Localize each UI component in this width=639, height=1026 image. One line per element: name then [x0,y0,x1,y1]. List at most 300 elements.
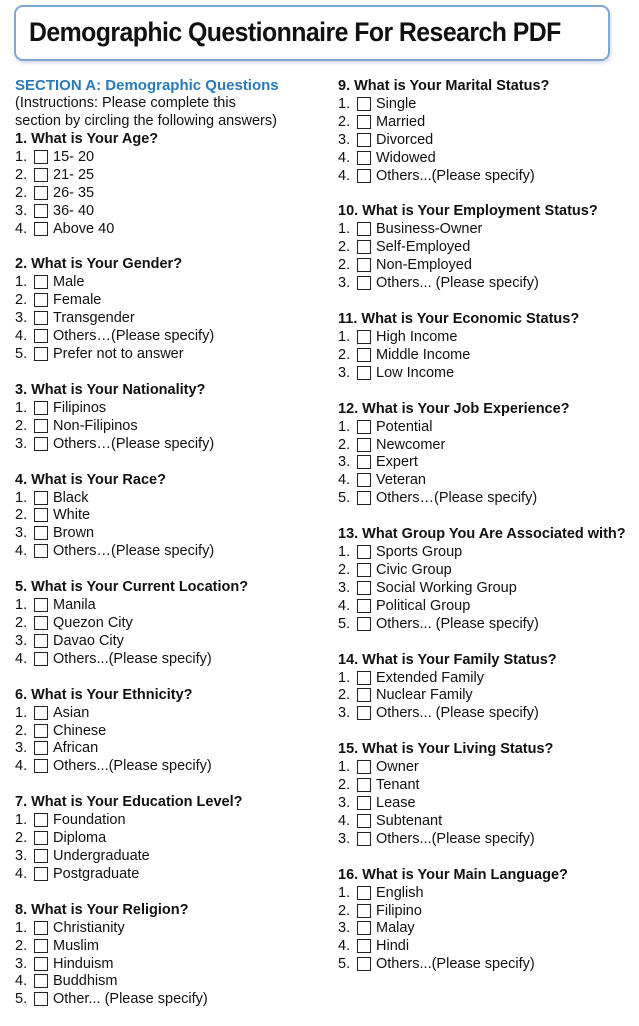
option-number: 1. [15,489,28,506]
option-checkbox[interactable] [34,186,48,200]
instructions-line: section by circling the following answers) [15,112,277,129]
option-checkbox[interactable] [34,813,48,827]
option-number: 2. [338,777,351,794]
option-number: 1. [338,328,351,345]
option-checkbox[interactable] [357,169,371,183]
question-block [338,310,639,382]
option-checkbox[interactable] [34,598,48,612]
answer-option [338,794,639,812]
answer-option [15,847,320,865]
option-label: 26- 35 [53,184,95,201]
question-list-right [338,77,639,973]
option-checkbox[interactable] [34,974,48,988]
option-checkbox[interactable] [357,455,371,469]
answer-option [15,148,320,166]
answer-option [338,418,639,436]
answer-option [338,489,639,507]
option-checkbox[interactable] [357,760,371,774]
option-checkbox[interactable] [357,222,371,236]
option-label: Buddhism [53,973,118,990]
option-number: 3. [338,131,351,148]
answer-option [15,166,320,184]
option-number: 3. [338,364,351,381]
option-number: 3. [15,525,28,542]
option-number: 1. [15,812,28,829]
option-checkbox[interactable] [357,115,371,129]
option-number: 5. [15,345,28,362]
question-title: 13. What Group You Are Associated with? [338,526,626,543]
question-title: 8. What is Your Religion? [15,901,189,918]
option-label: Manila [53,597,96,614]
option-label: Black [53,489,89,506]
option-number: 3. [15,632,28,649]
option-number: 5. [338,615,351,632]
option-number: 1. [338,221,351,238]
question-title: 15. What is Your Living Status? [338,741,554,758]
instructions [15,95,320,130]
option-checkbox[interactable] [357,366,371,380]
answer-option [338,364,639,382]
section-heading: SECTION A: Demographic Questions [15,77,279,94]
option-label: Others...(Please specify) [376,956,535,973]
option-number: 2. [15,507,28,524]
option-label: Others…(Please specify) [53,543,215,560]
option-checkbox[interactable] [34,759,48,773]
answer-option [15,489,320,507]
option-number: 4. [15,650,28,667]
option-label: Others... (Please specify) [376,705,539,722]
option-label: Other... (Please specify) [53,991,208,1008]
option-number: 2. [15,417,28,434]
question-block [15,793,320,883]
answer-option [338,274,639,292]
option-number: 4. [15,758,28,775]
option-checkbox[interactable] [34,634,48,648]
option-number: 2. [338,346,351,363]
option-label: Married [376,113,426,130]
option-checkbox[interactable] [34,831,48,845]
question-title: 9. What is Your Marital Status? [338,78,550,94]
option-label: Above 40 [53,220,115,237]
option-label: Subtenant [376,812,443,829]
option-label: English [376,884,424,901]
option-label: African [53,740,99,757]
question-list-left [15,130,320,1008]
answer-option [15,399,320,417]
option-number: 3. [338,579,351,596]
option-label: Veteran [376,472,426,489]
option-checkbox[interactable] [357,814,371,828]
option-checkbox[interactable] [357,97,371,111]
option-number: 2. [15,614,28,631]
option-number: 3. [338,454,351,471]
option-checkbox[interactable] [34,544,48,558]
option-number: 1. [338,759,351,776]
option-number: 1. [338,95,351,112]
option-checkbox[interactable] [357,617,371,631]
option-checkbox[interactable] [357,151,371,165]
option-label: Transgender [53,310,135,327]
option-checkbox[interactable] [34,222,48,236]
option-label: Business-Owner [376,221,483,238]
question-block [338,77,639,184]
answer-option [338,346,639,364]
option-number: 2. [338,257,351,274]
option-number: 3. [15,202,28,219]
answer-option [338,920,639,938]
option-label: Extended Family [376,669,484,686]
option-label: Christianity [53,919,125,936]
option-number: 4. [338,167,351,184]
option-number: 1. [15,399,28,416]
answer-option [338,131,639,149]
option-checkbox[interactable] [34,616,48,630]
option-number: 3. [15,955,28,972]
option-checkbox[interactable] [34,957,48,971]
option-label: Malay [376,920,415,937]
question-title: 14. What is Your Family Status? [338,651,557,668]
answer-option [15,291,320,309]
answer-option [338,955,639,973]
option-label: Others...(Please specify) [53,758,212,775]
option-checkbox[interactable] [34,724,48,738]
answer-option [338,95,639,113]
answer-option [338,884,639,902]
answer-option [338,167,639,185]
option-number: 1. [338,544,351,561]
question-title: 12. What is Your Job Experience? [338,400,570,417]
option-label: Asian [53,704,90,721]
question-title: 4. What is Your Race? [15,471,166,488]
option-label: Divorced [376,131,434,148]
answer-option [338,704,639,722]
answer-option [338,579,639,597]
option-number: 4. [15,973,28,990]
question-block [338,740,639,847]
answer-option [15,524,320,542]
answer-option [15,973,320,991]
option-checkbox[interactable] [357,904,371,918]
option-label: Others... (Please specify) [376,615,539,632]
answer-option [15,811,320,829]
option-checkbox[interactable] [357,671,371,685]
answer-option [15,506,320,524]
option-label: Hindi [376,938,410,955]
option-label: Newcomer [376,436,446,453]
option-checkbox[interactable] [34,347,48,361]
option-label: Political Group [376,597,471,614]
option-checkbox[interactable] [357,258,371,272]
answer-option [15,596,320,614]
option-checkbox[interactable] [34,992,48,1006]
option-checkbox[interactable] [357,796,371,810]
option-number: 2. [338,113,351,130]
option-checkbox[interactable] [34,150,48,164]
option-checkbox[interactable] [34,939,48,953]
question-title: 11. What is Your Economic Status? [338,311,580,328]
option-number: 5. [338,490,351,507]
left-column [15,77,320,1026]
answer-option [15,722,320,740]
option-number: 4. [338,472,351,489]
right-column [338,77,639,991]
option-checkbox[interactable] [34,652,48,666]
option-number: 3. [338,920,351,937]
answer-option [338,453,639,471]
answer-option [338,937,639,955]
answer-option [15,937,320,955]
answer-option [338,830,639,848]
option-label: Self-Employed [376,239,471,256]
answer-option [338,328,639,346]
option-number: 3. [15,847,28,864]
option-checkbox[interactable] [357,706,371,720]
option-checkbox[interactable] [357,276,371,290]
answer-option [15,919,320,937]
option-number: 1. [15,274,28,291]
option-label: Others…(Please specify) [376,490,538,507]
option-label: Others…(Please specify) [53,435,215,452]
answer-option [338,669,639,687]
instructions-line: (Instructions: Please complete this [15,95,236,111]
option-label: Nuclear Family [376,687,473,704]
answer-option [338,543,639,561]
option-checkbox[interactable] [357,832,371,846]
answer-option [338,471,639,489]
option-label: Others... (Please specify) [376,275,539,292]
option-number: 4. [338,149,351,166]
option-label: Non-Filipinos [53,417,138,434]
option-checkbox[interactable] [34,867,48,881]
option-checkbox[interactable] [357,599,371,613]
answer-option [338,113,639,131]
option-checkbox[interactable] [357,133,371,147]
option-number: 3. [15,310,28,327]
option-label: Civic Group [376,561,452,578]
question-block [338,525,639,632]
answer-option [15,632,320,650]
option-label: Non-Employed [376,257,472,274]
answer-option [15,650,320,668]
answer-option [338,238,639,256]
option-number: 5. [338,956,351,973]
option-label: Foundation [53,812,126,829]
option-label: Potential [376,418,433,435]
option-label: Middle Income [376,346,471,363]
option-checkbox[interactable] [34,849,48,863]
option-number: 1. [15,148,28,165]
option-label: Widowed [376,149,436,166]
option-number: 3. [338,830,351,847]
answer-option [15,417,320,435]
question-title: 3. What is Your Nationality? [15,381,206,398]
question-block [338,651,639,723]
answer-option [338,597,639,615]
option-number: 2. [15,830,28,847]
option-number: 4. [338,597,351,614]
question-block [15,471,320,561]
option-number: 2. [338,436,351,453]
option-number: 2. [15,937,28,954]
option-number: 1. [15,919,28,936]
answer-option [15,273,320,291]
option-checkbox[interactable] [357,957,371,971]
option-label: High Income [376,328,458,345]
option-number: 2. [15,166,28,183]
option-checkbox[interactable] [34,401,48,415]
option-number: 4. [15,220,28,237]
option-checkbox[interactable] [357,688,371,702]
option-number: 4. [15,865,28,882]
question-block [338,202,639,292]
option-number: 3. [338,705,351,722]
question-title: 16. What is Your Main Language? [338,866,568,883]
answer-option [15,757,320,775]
answer-option [338,812,639,830]
option-label: Filipino [376,902,422,919]
option-checkbox[interactable] [34,508,48,522]
answer-option [338,436,639,454]
answer-option [15,309,320,327]
option-checkbox[interactable] [34,275,48,289]
option-checkbox[interactable] [357,330,371,344]
answer-option [15,829,320,847]
option-label: Low Income [376,364,455,381]
option-label: Others…(Please specify) [53,328,215,345]
answer-option [15,345,320,363]
option-label: Lease [376,794,416,811]
option-number: 2. [15,292,28,309]
option-label: Undergraduate [53,847,150,864]
question-title: 1. What is Your Age? [15,131,159,147]
question-block [15,578,320,668]
option-label: Diploma [53,830,107,847]
option-label: Quezon City [53,614,133,631]
question-title: 2. What is Your Gender? [15,256,183,273]
option-label: 15- 20 [53,148,95,165]
option-checkbox[interactable] [357,545,371,559]
option-label: Davao City [53,632,124,649]
option-label: Brown [53,525,95,542]
page-title: Demographic Questionnaire For Research PDF [29,17,561,47]
option-number: 1. [338,669,351,686]
option-checkbox[interactable] [357,581,371,595]
answer-option [15,990,320,1008]
option-label: Others...(Please specify) [53,650,212,667]
option-label: Sports Group [376,544,463,561]
option-label: Expert [376,454,418,471]
option-label: Owner [376,759,419,776]
option-label: Tenant [376,777,420,794]
option-checkbox[interactable] [34,741,48,755]
option-checkbox[interactable] [357,438,371,452]
option-label: Others...(Please specify) [376,830,535,847]
option-checkbox[interactable] [34,437,48,451]
title-box [14,5,610,61]
option-checkbox[interactable] [357,348,371,362]
option-checkbox[interactable] [357,921,371,935]
option-number: 4. [338,938,351,955]
answer-option [338,256,639,274]
option-label: Social Working Group [376,579,517,596]
option-checkbox[interactable] [34,419,48,433]
answer-option [15,327,320,345]
answer-option [338,615,639,633]
question-block [15,381,320,453]
answer-option [338,149,639,167]
option-checkbox[interactable] [357,240,371,254]
option-number: 3. [338,794,351,811]
answer-option [338,220,639,238]
option-label: 21- 25 [53,166,95,183]
option-number: 3. [338,275,351,292]
option-checkbox[interactable] [34,706,48,720]
option-label: Male [53,274,85,291]
option-label: Others...(Please specify) [376,167,535,184]
option-checkbox[interactable] [357,491,371,505]
option-number: 1. [338,884,351,901]
option-checkbox[interactable] [34,293,48,307]
option-checkbox[interactable] [357,886,371,900]
option-number: 1. [15,704,28,721]
answer-option [338,902,639,920]
option-number: 2. [15,184,28,201]
question-block [338,400,639,507]
question-block [15,901,320,1008]
answer-option [15,955,320,973]
answer-option [338,561,639,579]
question-title: 5. What is Your Current Location? [15,579,249,596]
option-checkbox[interactable] [357,473,371,487]
question-block [15,255,320,362]
option-checkbox[interactable] [34,329,48,343]
option-checkbox[interactable] [34,311,48,325]
question-block [15,686,320,776]
question-block [15,130,320,237]
answer-option [15,202,320,220]
answer-option [15,184,320,202]
answer-option [338,776,639,794]
option-checkbox[interactable] [34,526,48,540]
option-number: 4. [15,328,28,345]
option-checkbox[interactable] [357,420,371,434]
option-checkbox[interactable] [34,204,48,218]
option-number: 4. [338,812,351,829]
option-number: 5. [15,991,28,1008]
option-checkbox[interactable] [357,563,371,577]
option-checkbox[interactable] [357,939,371,953]
option-number: 3. [15,435,28,452]
option-label: Single [376,95,417,112]
option-label: Female [53,292,102,309]
option-number: 2. [338,687,351,704]
option-number: 2. [338,902,351,919]
option-checkbox[interactable] [357,778,371,792]
option-checkbox[interactable] [34,491,48,505]
option-number: 3. [15,740,28,757]
option-checkbox[interactable] [34,921,48,935]
option-number: 2. [338,561,351,578]
answer-option [15,435,320,453]
question-title: 7. What is Your Education Level? [15,794,243,811]
option-label: Hinduism [53,955,114,972]
option-checkbox[interactable] [34,168,48,182]
option-number: 4. [15,543,28,560]
answer-option [15,704,320,722]
answer-option [15,220,320,238]
option-number: 1. [338,418,351,435]
answer-option [15,542,320,560]
